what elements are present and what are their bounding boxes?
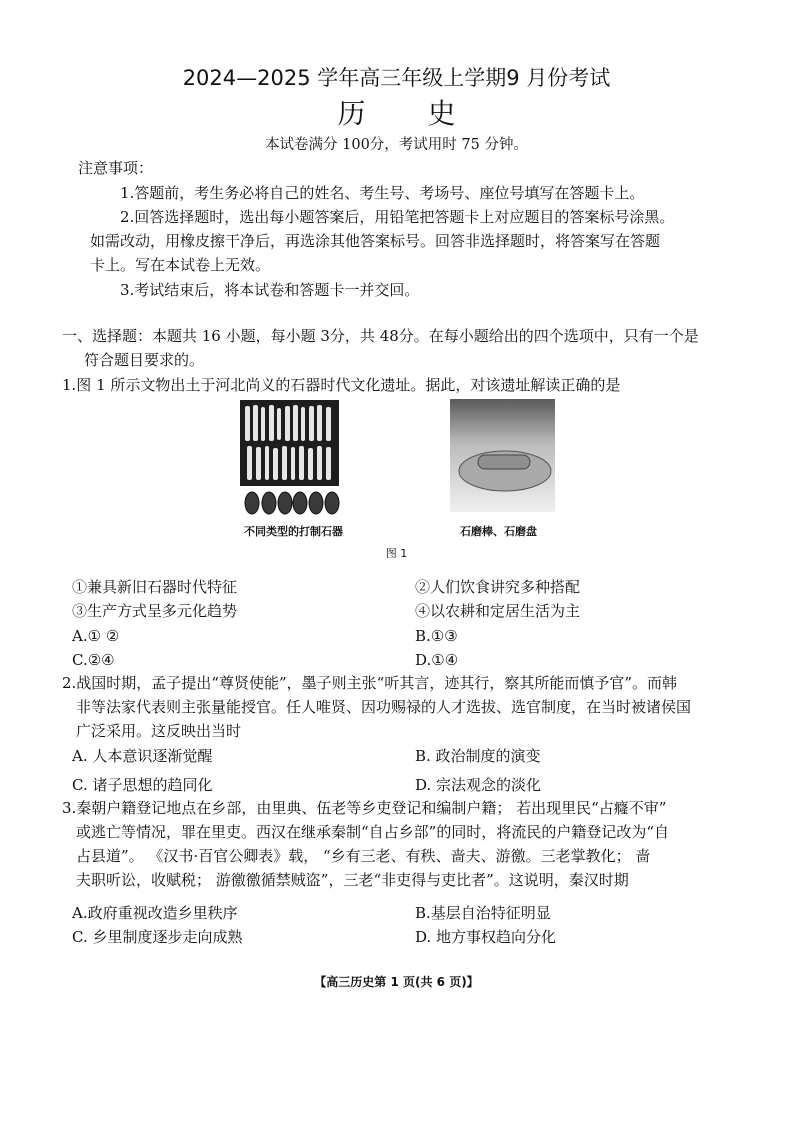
- q1-statement: ③生产方式呈多元化趋势: [72, 602, 238, 620]
- q2-option-a[interactable]: A. 人本意识逐渐觉醒: [72, 747, 213, 765]
- q1-statement: ④以农耕和定居生活为主: [415, 602, 581, 620]
- q3-option-b[interactable]: B.基层自治特征明显: [415, 904, 551, 922]
- q2-stem-line: 非等法家代表则主张量能授官。任人唯贤、因功赐禄的人才选拔、选官制度，在当时被诸侯国: [76, 698, 692, 716]
- q3-option-a[interactable]: A.政府重视改造乡里秩序: [72, 904, 238, 922]
- stone-tools-image: [240, 400, 339, 486]
- q1-option-d[interactable]: D.①④: [415, 651, 459, 669]
- figure-caption-right: 石磨棒、石磨盘: [460, 525, 537, 538]
- q1-statement: ②人们饮食讲究多种搭配: [415, 578, 581, 596]
- q1-statement: ①兼具新旧石器时代特征: [72, 578, 238, 596]
- notice-heading: 注意事项：: [78, 159, 154, 177]
- notice-item: 1.答题前，考生务必将自己的姓名、考生号、考场号、座位号填写在答题卡上。: [120, 184, 645, 202]
- q3-option-d[interactable]: D. 地方事权趋向分化: [415, 928, 557, 946]
- page-footer: 【高三历史第 1 页(共 6 页)】: [314, 975, 479, 989]
- q2-option-c[interactable]: C. 诸子思想的趋同化: [72, 776, 213, 794]
- q3-option-c[interactable]: C. 乡里制度逐步走向成熟: [72, 928, 243, 946]
- exam-info: 本试卷满分 100分，考试用时 75 分钟。: [265, 137, 528, 153]
- flint-tools-image: [243, 490, 341, 516]
- grinding-stone-image: [450, 399, 555, 512]
- q2-option-d[interactable]: D. 宗法观念的淡化: [415, 776, 542, 794]
- notice-item: 卡上。写在本试卷上无效。: [90, 256, 271, 274]
- subject-title: 历史: [337, 97, 518, 130]
- section-heading: 一、选择题：本题共 16 小题，每小题 3分，共 48分。在每小题给出的四个选项中，只有一个是: [62, 327, 699, 345]
- section-heading-cont: 符合题目要求的。: [84, 351, 205, 369]
- q1-option-c[interactable]: C.②④: [72, 651, 115, 669]
- q1-stem: 1.图 1 所示文物出土于河北尚义的石器时代文化遗址。据此，对该遗址解读正确的是: [62, 376, 621, 394]
- q2-option-b[interactable]: B. 政治制度的演变: [415, 747, 541, 765]
- notice-item: 2.回答选择题时，选出每小题答案后，用铅笔把答题卡上对应题目的答案标号涂黑。: [120, 208, 675, 226]
- q3-stem-line: 或逃亡等情况，罪在里吏。西汉在继承秦制“自占乡部”的同时，将流民的户籍登记改为“自: [76, 823, 670, 841]
- figure-caption-left: 不同类型的打制石器: [244, 525, 343, 538]
- q3-stem-line: 3.秦朝户籍登记地点在乡部，由里典、伍老等乡吏登记和编制户籍； 若出现里民“占癃不审”: [62, 799, 667, 817]
- q2-stem-line: 2.战国时期，孟子提出“尊贤使能”，墨子则主张“听其言，迹其行，察其所能而慎予官”。而韩: [62, 674, 677, 692]
- exam-title: 2024—2025 学年高三年级上学期9 月份考试: [182, 66, 611, 90]
- q3-stem-line: 占县道”。 《汉书·百官公卿表》载， “乡有三老、有秩、啬夫、游徼。三老掌教化； 啬: [76, 847, 651, 865]
- q1-option-a[interactable]: A.① ②: [72, 627, 120, 645]
- figure-label: 图 1: [385, 547, 408, 560]
- q2-stem-line: 广泛采用。这反映出当时: [76, 722, 242, 740]
- notice-item: 如需改动，用橡皮擦干净后，再选涂其他答案标号。回答非选择题时，将答案写在答题: [90, 232, 661, 250]
- q1-option-b[interactable]: B.①③: [415, 627, 458, 645]
- notice-item: 3.考试结束后，将本试卷和答题卡一并交回。: [120, 281, 420, 299]
- q3-stem-line: 夫职听讼，收赋税； 游徼徼循禁贼盗”，三老“非吏得与吏比者”。这说明，秦汉时期: [76, 871, 629, 889]
